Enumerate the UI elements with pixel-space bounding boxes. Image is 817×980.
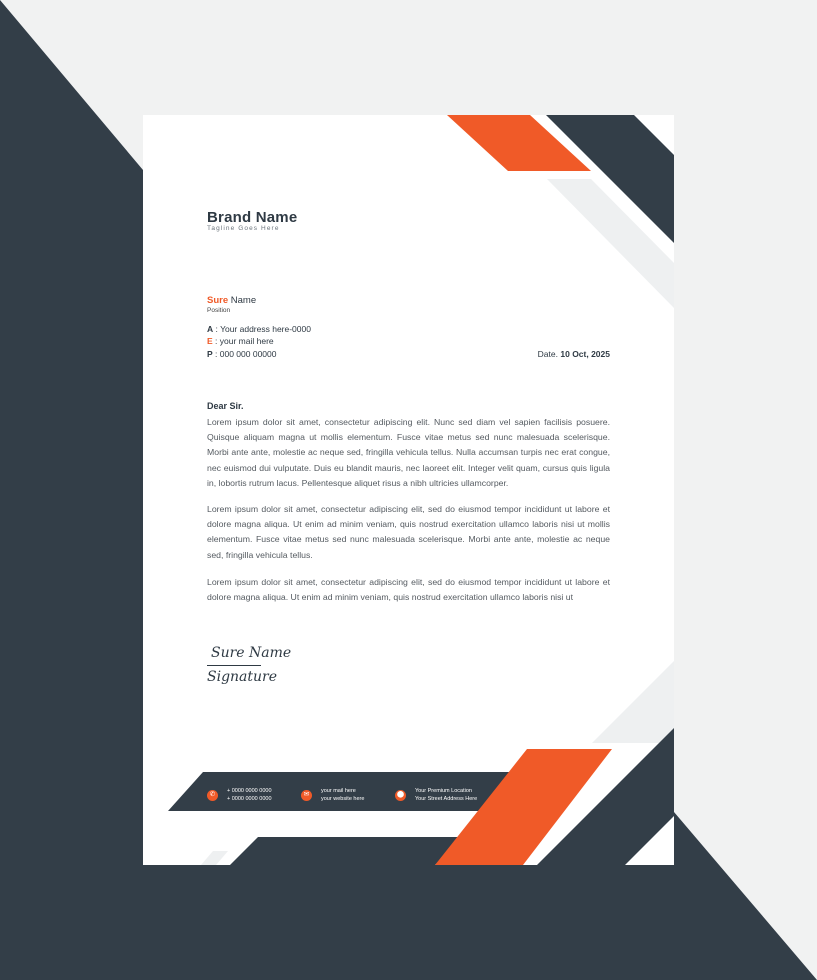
footer-dark-strip xyxy=(230,837,463,865)
sender-position: Position xyxy=(207,307,231,314)
brand-name: Brand Name xyxy=(207,209,298,226)
address-value: Your address here-0000 xyxy=(220,324,311,334)
letter-date xyxy=(538,349,610,359)
footer-phone-line-1: + 0000 0000 0000 xyxy=(227,788,272,794)
body-paragraph-1: Lorem ipsum dolor sit amet, consectetur adipiscing elit. Nunc sed diam vel sapien facilisis posuere. Quisque aliquam magna ut mollis elementum. Fusce vitae metus sed nunc malesuada scelerisque. Morbi ante ante, molestie ac neque sed, fringilla vehicula tellus. Nulla accumsan turpis nec erat congue, nec euismod dui vulputate. Duis eu blandit mauris, nec laoreet elit. Integer velit quam, cursus quis ligula in, lobortis rutrum lacus. Pellentesque aliquet risus a nibh ultricies ullamcorper. xyxy=(207,417,610,488)
contact-phone: P : 000 000 00000 xyxy=(207,349,277,359)
date-label: Date. xyxy=(537,349,558,359)
contact-address: A : Your address here-0000 xyxy=(207,324,311,334)
brand-tagline: Tagline Goes Here xyxy=(207,225,280,232)
mail-icon: ✉ xyxy=(301,790,312,801)
signature-line xyxy=(207,665,261,666)
location-pin-icon: ⬤ xyxy=(395,790,406,801)
sender-name xyxy=(207,295,256,306)
address-label: A xyxy=(207,324,214,334)
signature-label: Signature xyxy=(207,669,278,685)
date-value: 10 Oct, 2025 xyxy=(560,349,610,359)
footer-phone xyxy=(207,787,272,803)
phone-label: P xyxy=(207,349,213,359)
phone-value: 000 000 00000 xyxy=(219,349,277,359)
phone-icon: ✆ xyxy=(207,790,218,801)
body-paragraph-2: Lorem ipsum dolor sit amet, consectetur adipiscing elit, sed do eiusmod tempor incididunt ut labore et dolore magna aliqua. Ut enim ad minim veniam, quis nostrud exercitation ullamco laboris nisi ut mollis elementum. Fusce vitae metus sed nunc malesuada scelerisque. Morbi ante ante, molestie ac neque sed, fringilla vehicula tellus. xyxy=(207,504,610,560)
footer-mail-line-1: your mail here xyxy=(321,788,356,794)
footer-location xyxy=(395,787,477,803)
sender-first-name: Sure xyxy=(207,295,229,306)
footer-location-line-1: Your Premium Location xyxy=(415,788,472,794)
sender-last-name: Name xyxy=(230,295,257,306)
body-paragraph-3: Lorem ipsum dolor sit amet, consectetur adipiscing elit, sed do eiusmod tempor incididunt ut labore et dolore magna aliqua. Ut enim ad minim veniam, quis nostrud exercitation ullamco laboris nisi ut xyxy=(207,577,610,603)
footer-location-line-2: Your Street Address Here xyxy=(415,796,478,802)
email-value: your mail here xyxy=(219,336,274,346)
letterhead-sheet xyxy=(143,115,674,865)
email-label: E xyxy=(207,336,213,346)
greeting: Dear Sir. xyxy=(207,401,244,411)
footer-phone-line-2: + 0000 0000 0000 xyxy=(227,796,272,802)
signature-name: Sure Name xyxy=(211,645,292,661)
footer-mail xyxy=(301,787,364,803)
footer-mail-line-2: your website here xyxy=(321,796,365,802)
contact-email: E : your mail here xyxy=(207,336,274,346)
